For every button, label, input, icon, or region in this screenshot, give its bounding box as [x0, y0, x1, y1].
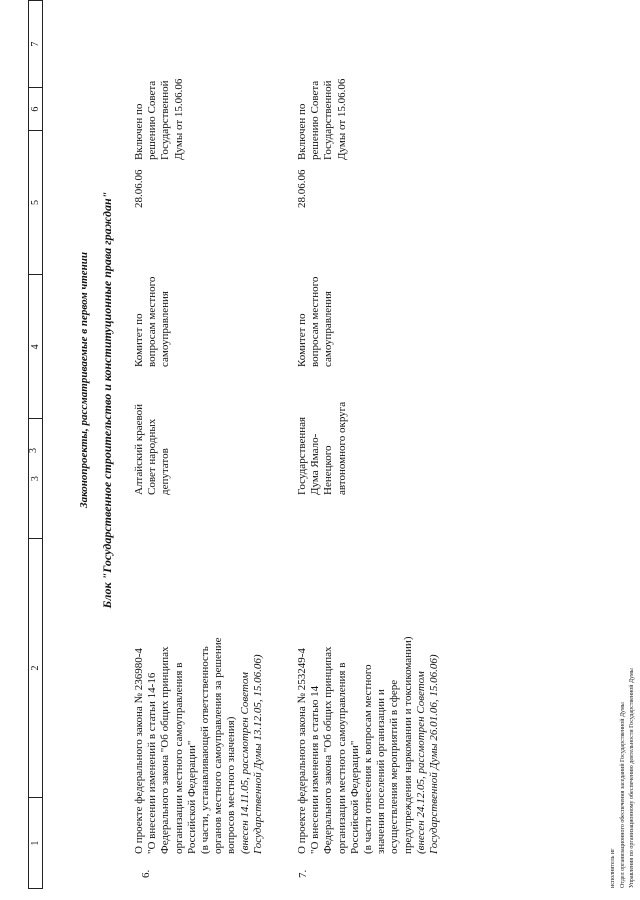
footer-department: Отдел организационного обеспечения заседаний Государственной Думы — [620, 702, 626, 888]
consideration-date: 28.06.06 — [133, 169, 145, 208]
bill-initiator: Государственная Дума Ямало- Ненецкого автономного округа — [296, 401, 348, 495]
inclusion-status: Включен по решению Совета Государственной Думы от 15.06.06 — [296, 78, 348, 160]
column-header: 2 — [29, 538, 43, 797]
bill-initiator: Алтайский краевой Совет народных депутатов — [133, 403, 172, 495]
column-header: 6 — [29, 88, 43, 131]
section-title: Законопроекты, рассматриваемые в первом чтении — [78, 252, 90, 508]
footer-directorate: Управления по организационному обеспечению деятельности Государственной Думы — [629, 668, 635, 888]
bill-title: О проекте федерального закона № 236980-4 "О внесении изменений в статьи 14-16 Федерального закона "Об общих принципах организации местного самоуправления в Российской Федерации" (в части, устанавливающей ответственность органов местного самоуправления за решение вопросов местного значения) (внесен 14.11.05, рассмотрен Советом Государственной Думы 13.12.05, 15.06.06) — [133, 637, 264, 854]
column-header-table — [28, 0, 43, 889]
block-title: Блок "Государственное строительство и конституционные права граждан" — [100, 191, 114, 609]
consideration-date: 28.06.06 — [296, 169, 308, 208]
inclusion-status: Включен по решению Совета Государственной Думы от 15.06.06 — [133, 78, 185, 160]
bill-committee: Комитет по вопросам местного самоуправления — [133, 276, 172, 367]
column-header: 7 — [29, 1, 43, 88]
column-header: 4 — [29, 275, 43, 419]
page-number: 3 — [28, 448, 39, 453]
column-header: 5 — [29, 130, 43, 274]
column-header: 1 — [29, 798, 43, 889]
row-number: 6. — [140, 869, 152, 878]
column-header: 3 — [29, 419, 43, 538]
bill-committee: Комитет по вопросам местного самоуправления — [296, 276, 335, 367]
row-number: 7. — [297, 869, 309, 878]
footer-executor: исполнитель иг — [610, 848, 616, 888]
bill-title: О проекте федерального закона № 253249-4 "О внесении изменения в статью 14 Федерального закона "Об общих принципах организации местного самоуправления в Российской Федерации" (в части отнесения к вопросам местного значения поселений организации и осуществления мероприятий в сфере предупреждения наркомании и токсикомании) (внесен 24.12.05, рассмотрен Советом Государственной Думы 26.01.06, 15.06.06) — [296, 636, 441, 854]
